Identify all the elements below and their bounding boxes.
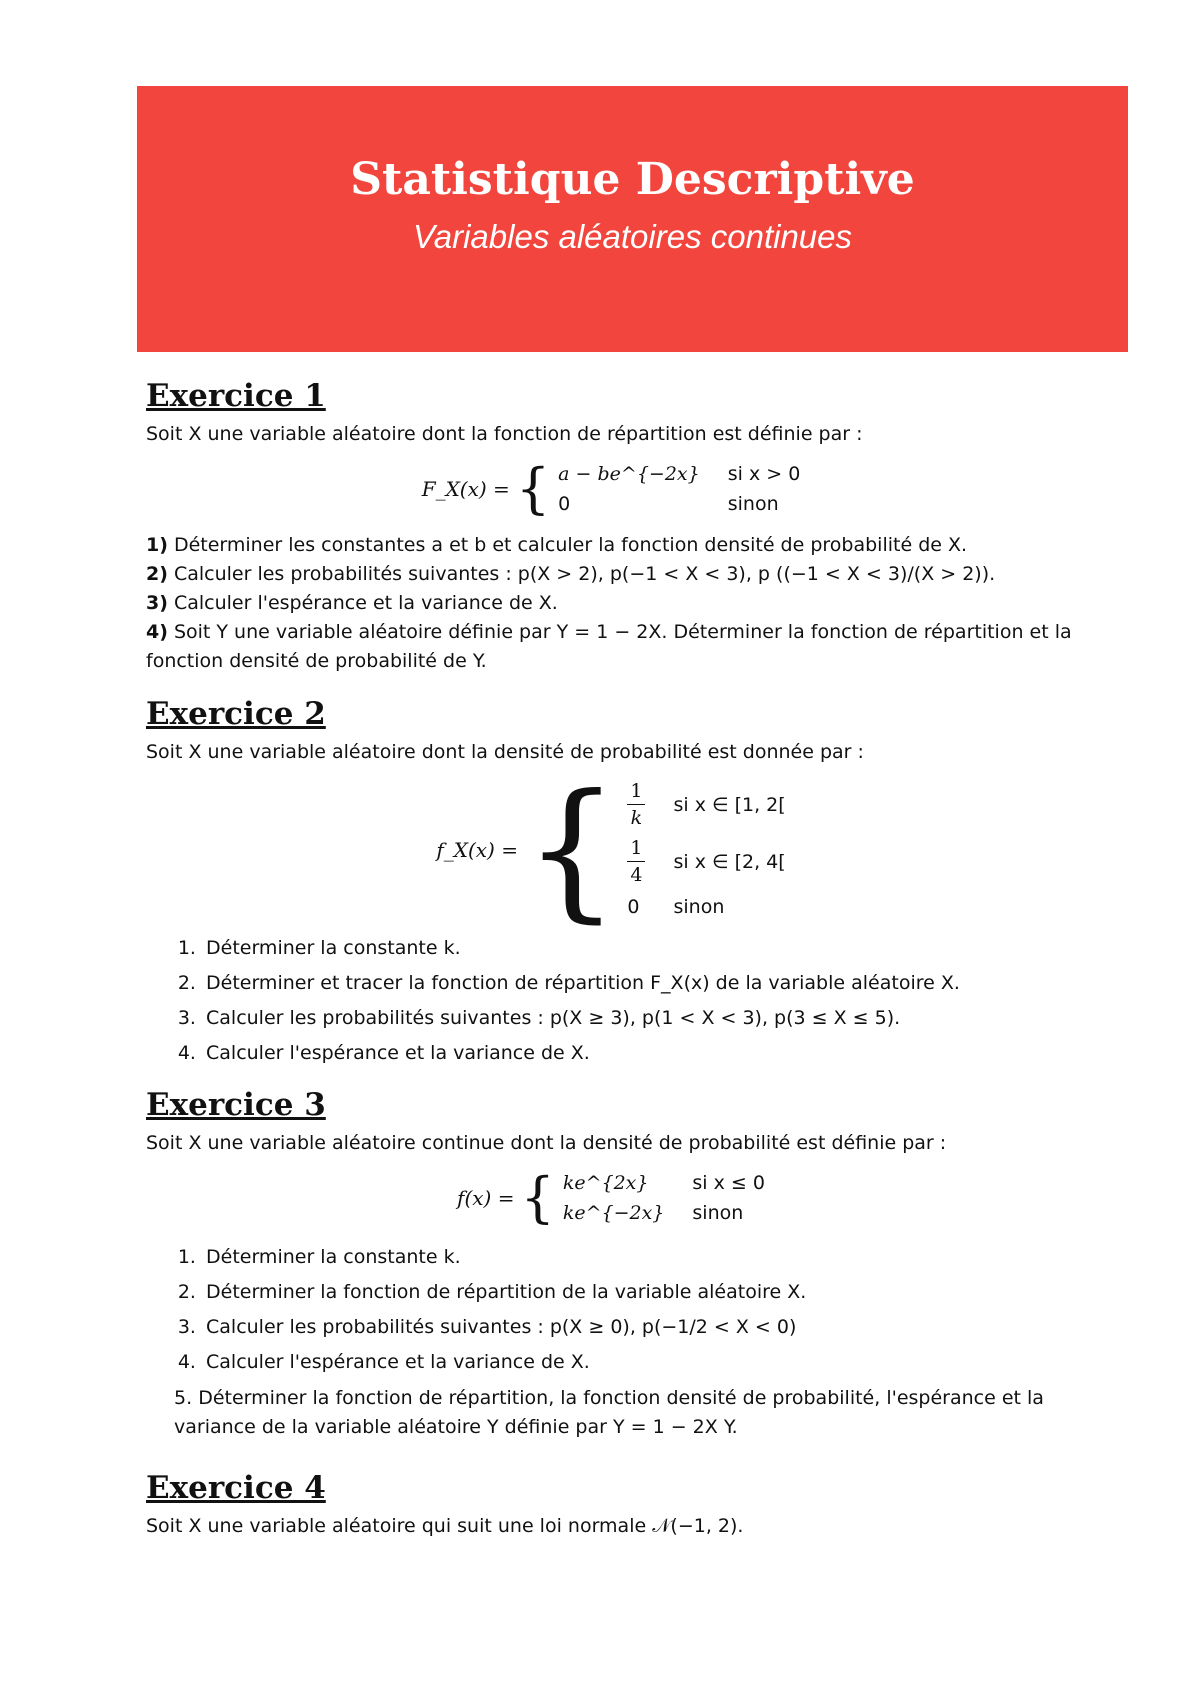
case-expression: ke^{−2x} [562, 1202, 665, 1224]
exercise-4-intro: Soit X une variable aléatoire qui suit une loi normale 𝒩(−1, 2). [146, 1515, 744, 1537]
item-number: 5. [174, 1387, 193, 1409]
exercise-3-equation [146, 1168, 1076, 1228]
question-text: Calculer les probabilités suivantes : p(X > 2), p(−1 < X < 3), p ((−1 < X < 3)/(X > 2)). [173, 563, 996, 585]
list-item: 2. Déterminer la fonction de répartition de la variable aléatoire X. [202, 1275, 1076, 1310]
list-item: 4. Calculer l'espérance et la variance de X. [202, 1036, 1076, 1071]
list-item: 2. Déterminer et tracer la fonction de répartition F_X(x) de la variable aléatoire X. [202, 966, 1076, 1001]
case-expression: a − be^{−2x} [558, 463, 700, 485]
list-item: 1. Déterminer la constante k. [202, 931, 1076, 966]
question-4 [146, 618, 1076, 676]
exercise-1-heading: Exercice 1 [146, 378, 326, 414]
list-item: 3. Calculer les probabilités suivantes : p(X ≥ 0), p(−1/2 < X < 0) [202, 1310, 1076, 1345]
fraction [627, 835, 645, 888]
equation-cases [563, 1168, 765, 1228]
exercise-2-intro: Soit X une variable aléatoire dont la densité de probabilité est donnée par : [146, 741, 864, 763]
case-condition: sinon [692, 1202, 744, 1224]
question-2 [146, 560, 1076, 589]
header-banner [137, 86, 1128, 352]
equation-cases [558, 459, 800, 519]
exercise-3-intro: Soit X une variable aléatoire continue dont la densité de probabilité est définie par : [146, 1132, 947, 1154]
fraction-numerator: 1 [627, 778, 645, 805]
question-number: 2) [146, 563, 168, 585]
question-text: Soit Y une variable aléatoire définie par Y = 1 − 2X. Déterminer la fonction de répartition et la fonction densité de probabilité de Y. [146, 621, 1072, 672]
question-text: Calculer l'espérance et la variance de X. [173, 592, 558, 614]
case-condition: sinon [673, 896, 725, 918]
question-number: 3) [146, 592, 168, 614]
case-condition: si x ∈ [2, 4[ [673, 850, 786, 873]
case-expression: ke^{2x} [562, 1172, 649, 1194]
exercise-3-heading: Exercice 3 [146, 1087, 326, 1123]
item-text: Déterminer la fonction de répartition, la fonction densité de probabilité, l'espérance et la variance de la variable aléatoire Y définie par Y = 1 − 2X Y. [174, 1387, 1044, 1438]
left-brace: { [515, 457, 551, 520]
fraction [627, 778, 645, 831]
equation-lhs: f(x) = [457, 1185, 515, 1210]
equation-lhs: F_X(x) = [421, 476, 510, 501]
exercise-2-list [146, 931, 1076, 1071]
question-3 [146, 589, 1076, 618]
question-number: 1) [146, 534, 168, 556]
list-item: 1. Déterminer la constante k. [202, 1240, 1076, 1275]
exercise-2-heading: Exercice 2 [146, 696, 326, 732]
exercise-1-intro: Soit X une variable aléatoire dont la fonction de répartition est définie par : [146, 423, 863, 445]
question-number: 4) [146, 621, 168, 643]
question-text: Déterminer les constantes a et b et calculer la fonction densité de probabilité de X. [173, 534, 968, 556]
exercise-3-item-5 [146, 1384, 1076, 1442]
exercise-4-heading: Exercice 4 [146, 1470, 326, 1506]
exercise-3-list [146, 1240, 1076, 1380]
exercise-1-equation [146, 459, 1076, 519]
fraction-numerator: 1 [627, 835, 645, 862]
case-condition: si x > 0 [727, 463, 801, 485]
exercise-2-equation [146, 763, 1076, 937]
page-subtitle: Variables aléatoires continues [412, 218, 853, 255]
left-brace: { [520, 1166, 555, 1229]
list-item: 3. Calculer les probabilités suivantes : p(X ≥ 3), p(1 < X < 3), p(3 ≤ X ≤ 5). [202, 1001, 1076, 1036]
case-condition: si x ∈ [1, 2[ [673, 793, 786, 816]
case-condition: si x ≤ 0 [692, 1172, 765, 1194]
case-expression: 0 [558, 493, 571, 515]
case-condition: sinon [727, 493, 779, 515]
equation-cases [627, 778, 785, 922]
page-title: Statistique Descriptive [350, 154, 915, 205]
list-item: 4. Calculer l'espérance et la variance de X. [202, 1345, 1076, 1380]
case-expression: 0 [627, 896, 640, 918]
equation-lhs: f_X(x) = [436, 837, 518, 862]
fraction-denominator: 4 [630, 864, 643, 886]
fraction-denominator: k [630, 807, 643, 829]
question-1 [146, 531, 1076, 560]
left-brace: { [523, 763, 620, 937]
document-body [146, 372, 1076, 1541]
